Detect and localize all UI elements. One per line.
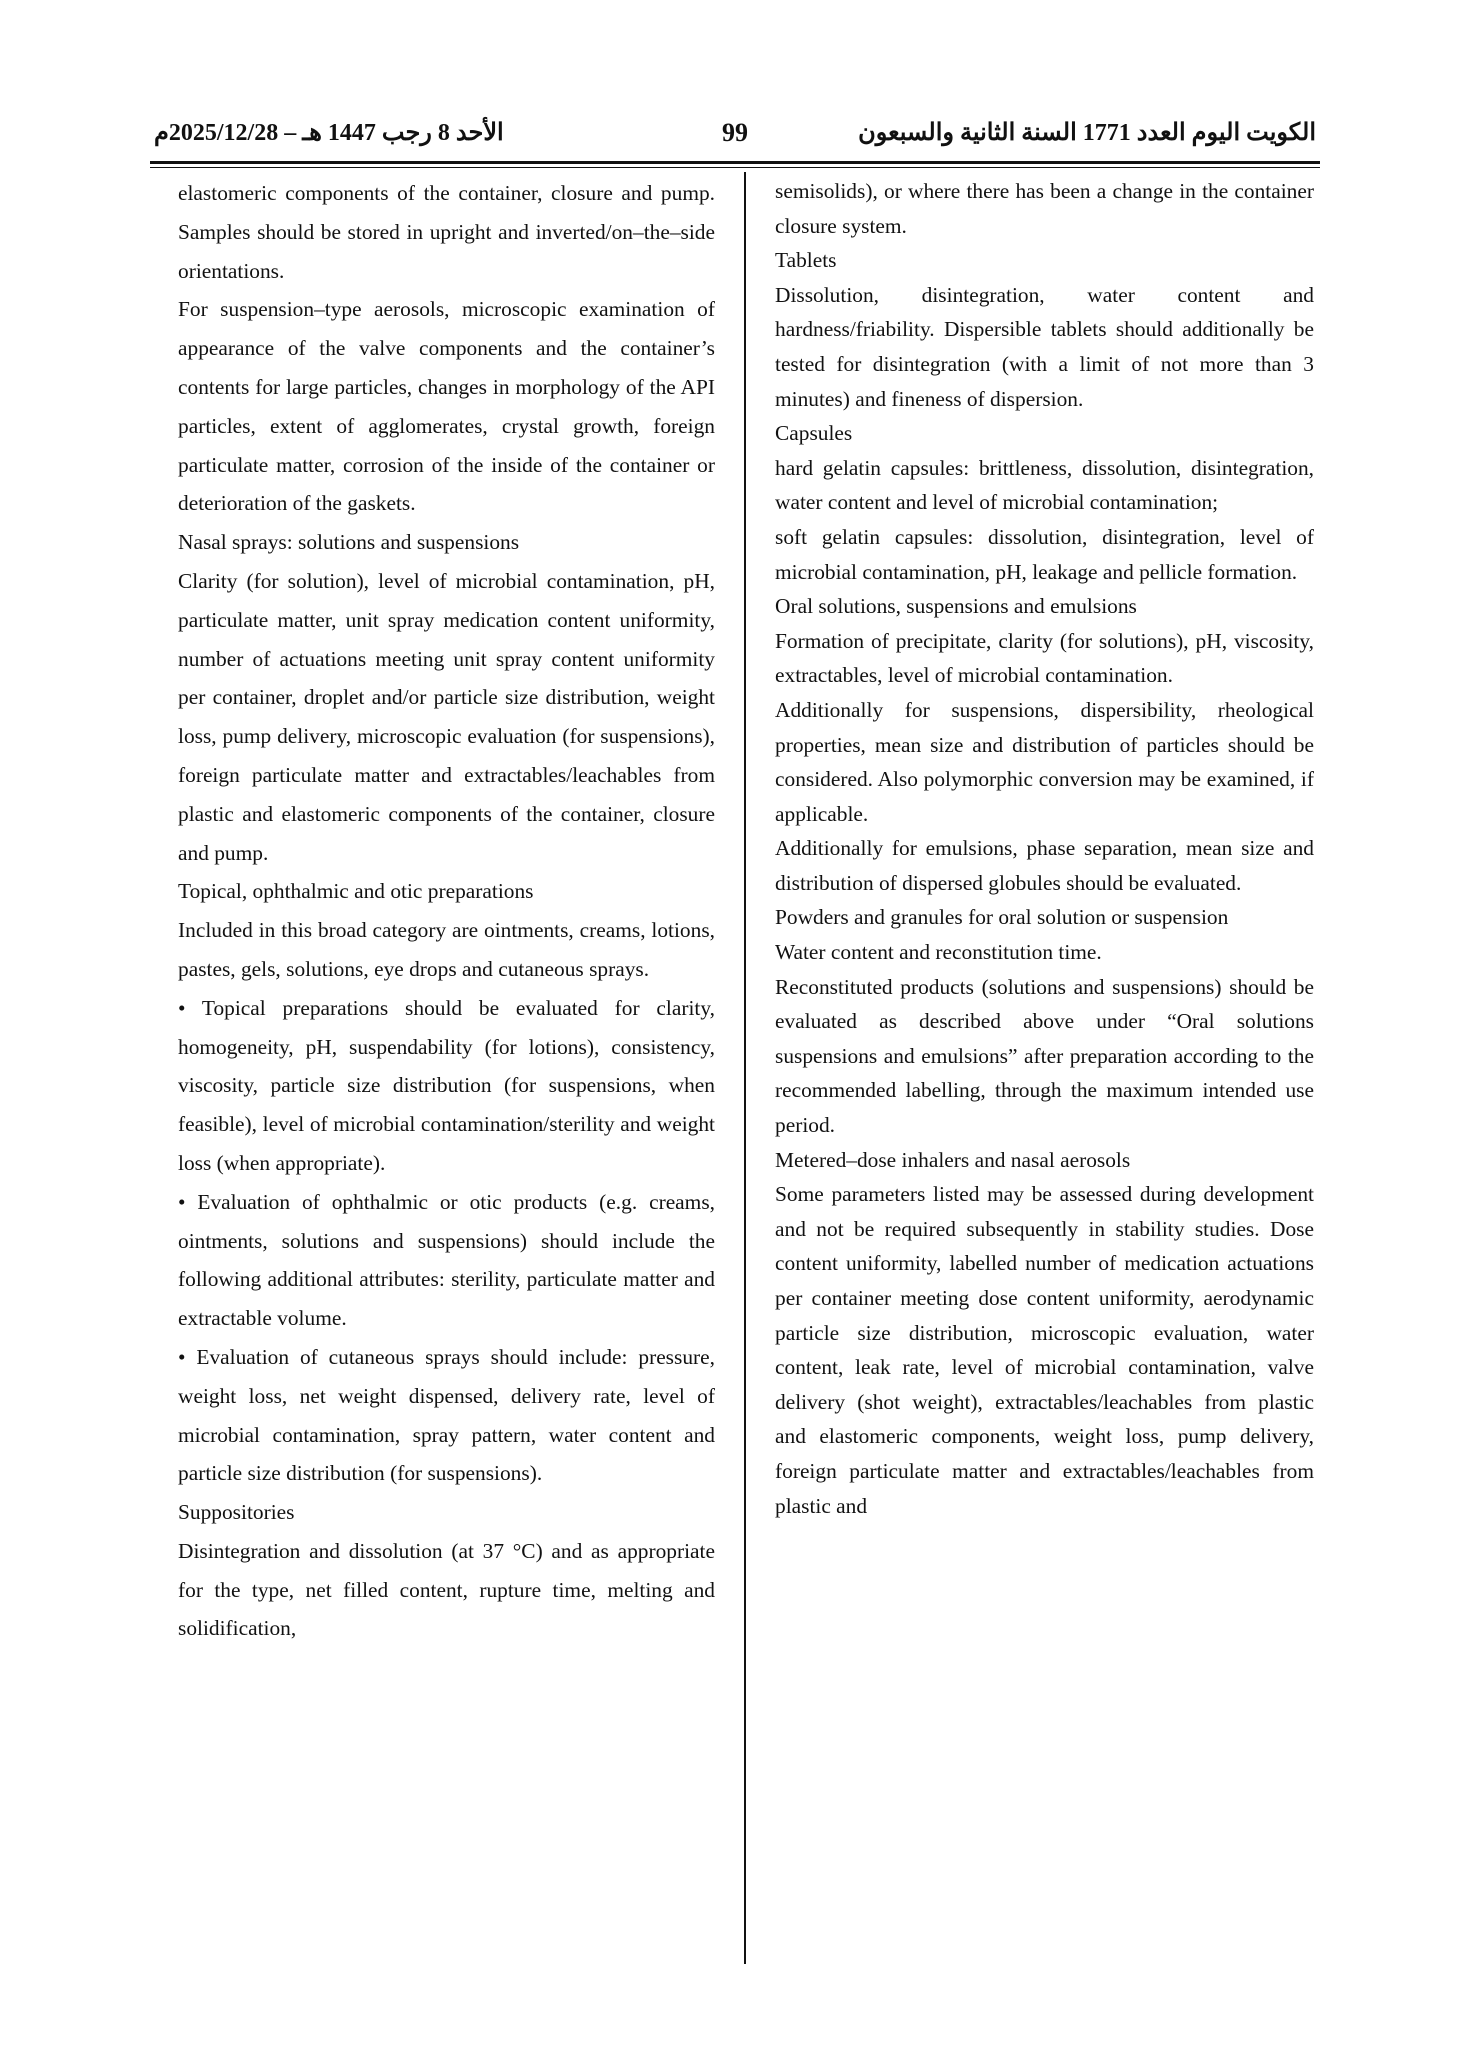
paragraph-container-closure-pump: elastomeric components of the container, closure and pump. Samples should be stored in upright and inverted/on–the–side orientations. bbox=[178, 181, 715, 283]
paragraph-reconstituted: Reconstituted products (solutions and suspensions) should be evaluated as described above under “Oral solutions suspensions and emulsions” after preparation according to the recommended labelling, through the maximum intended use period. bbox=[775, 974, 1314, 1138]
page-number: 99 bbox=[722, 118, 748, 147]
header-rule-thick bbox=[150, 161, 1320, 164]
paragraph-semisolids: semisolids), or where there has been a change in the container closure system. bbox=[775, 179, 1314, 238]
left-column bbox=[178, 174, 715, 1648]
paragraph-tablets: Dissolution, disintegration, water content and hardness/friability. Dispersible tablets should additionally be tested for disintegration (with a limit of not more than 3 minutes) and fineness of dispersion. bbox=[775, 282, 1314, 411]
paragraph-topical-category: Included in this broad category are ointments, creams, lotions, pastes, gels, solutions, eye drops and cutaneous sprays. bbox=[178, 918, 715, 981]
heading-capsules: Capsules bbox=[775, 421, 853, 446]
heading-topical-preparations: Topical, ophthalmic and otic preparations bbox=[178, 879, 534, 904]
right-column bbox=[775, 174, 1314, 1523]
heading-tablets: Tablets bbox=[775, 248, 837, 273]
paragraph-hard-gelatin: hard gelatin capsules: brittleness, dissolution, disintegration, water content and level of microbial contamination; bbox=[775, 455, 1314, 515]
bullet-ophthalmic-otic: • Evaluation of ophthalmic or otic products (e.g. creams, ointments, solutions and suspensions) should include the following additional attributes: sterility, particulate matter and extractable volume. bbox=[178, 1189, 715, 1331]
bullet-cutaneous-sprays: • Evaluation of cutaneous sprays should include: pressure, weight loss, net weight dispensed, delivery rate, level of microbial contamination, spray pattern, water content and particle size distribution (for suspensions). bbox=[178, 1344, 715, 1486]
paragraph-nasal-sprays: Clarity (for solution), level of microbial contamination, pH, particulate matter, unit spray medication content uniformity, number of actuations meeting unit spray content uniformity per container, droplet and/or particle size distribution, weight loss, pump delivery, microscopic evaluation (for suspensions), foreign particulate matter and extractables/leachables from plastic and elastomeric components of the container, closure and pump. bbox=[178, 568, 715, 865]
heading-nasal-sprays: Nasal sprays: solutions and suspensions bbox=[178, 530, 520, 555]
paragraph-suspensions: Additionally for suspensions, dispersibility, rheological properties, mean size and distribution of particles should be considered. Also polymorphic conversion may be examined, if applicable. bbox=[775, 697, 1314, 826]
paragraph-soft-gelatin: soft gelatin capsules: dissolution, disintegration, level of microbial contamination, pH, leakage and pellicle formation. bbox=[775, 524, 1314, 584]
heading-oral-solutions: Oral solutions, suspensions and emulsions bbox=[775, 594, 1137, 619]
page-header bbox=[150, 118, 1320, 158]
bullet-topical: • Topical preparations should be evaluated for clarity, homogeneity, pH, suspendability (for lotions), consistency, viscosity, particle size distribution (for suspensions, when feasible), level of microbial contamination/sterility and weight loss (when appropriate). bbox=[178, 995, 715, 1175]
heading-powders-granules: Powders and granules for oral solution or suspension bbox=[775, 905, 1229, 930]
header-publication: الكويت اليوم العدد 1771 السنة الثانية والسبعون bbox=[858, 120, 1316, 146]
heading-suppositories: Suppositories bbox=[178, 1500, 295, 1525]
paragraph-metered-dose: Some parameters listed may be assessed during development and not be required subsequently in stability studies. Dose content uniformity, labelled number of medication actuations per container meeting dose content uniformity, aerodynamic particle size distribution, microscopic evaluation, water content, leak rate, level of microbial contamination, valve delivery (shot weight), extractables/leachables from plastic and elastomeric components, weight loss, pump delivery, foreign particulate matter and extractables/leachables from plastic and bbox=[775, 1182, 1314, 1518]
paragraph-suppositories: Disintegration and dissolution (at 37 °C) and as appropriate for the type, net filled content, rupture time, melting and solidification, bbox=[178, 1538, 715, 1641]
header-rule-thin bbox=[150, 167, 1320, 168]
column-divider bbox=[744, 172, 746, 1964]
paragraph-powders-granules: Water content and reconstitution time. bbox=[775, 940, 1102, 965]
paragraph-emulsions: Additionally for emulsions, phase separation, mean size and distribution of dispersed globules should be evaluated. bbox=[775, 836, 1314, 895]
header-date: الأحد 8 رجب 1447 هـ – 2025/12/28م bbox=[154, 120, 504, 146]
heading-metered-dose: Metered–dose inhalers and nasal aerosols bbox=[775, 1147, 1131, 1172]
paragraph-suspension-aerosols: For suspension–type aerosols, microscopic examination of appearance of the valve components and the container’s contents for large particles, changes in morphology of the API particles, extent of agglomerates, crystal growth, foreign particulate matter, corrosion of the inside of the container or deterioration of the gaskets. bbox=[178, 297, 715, 516]
paragraph-oral-solutions: Formation of precipitate, clarity (for solutions), pH, viscosity, extractables, level of microbial contamination. bbox=[775, 628, 1314, 688]
